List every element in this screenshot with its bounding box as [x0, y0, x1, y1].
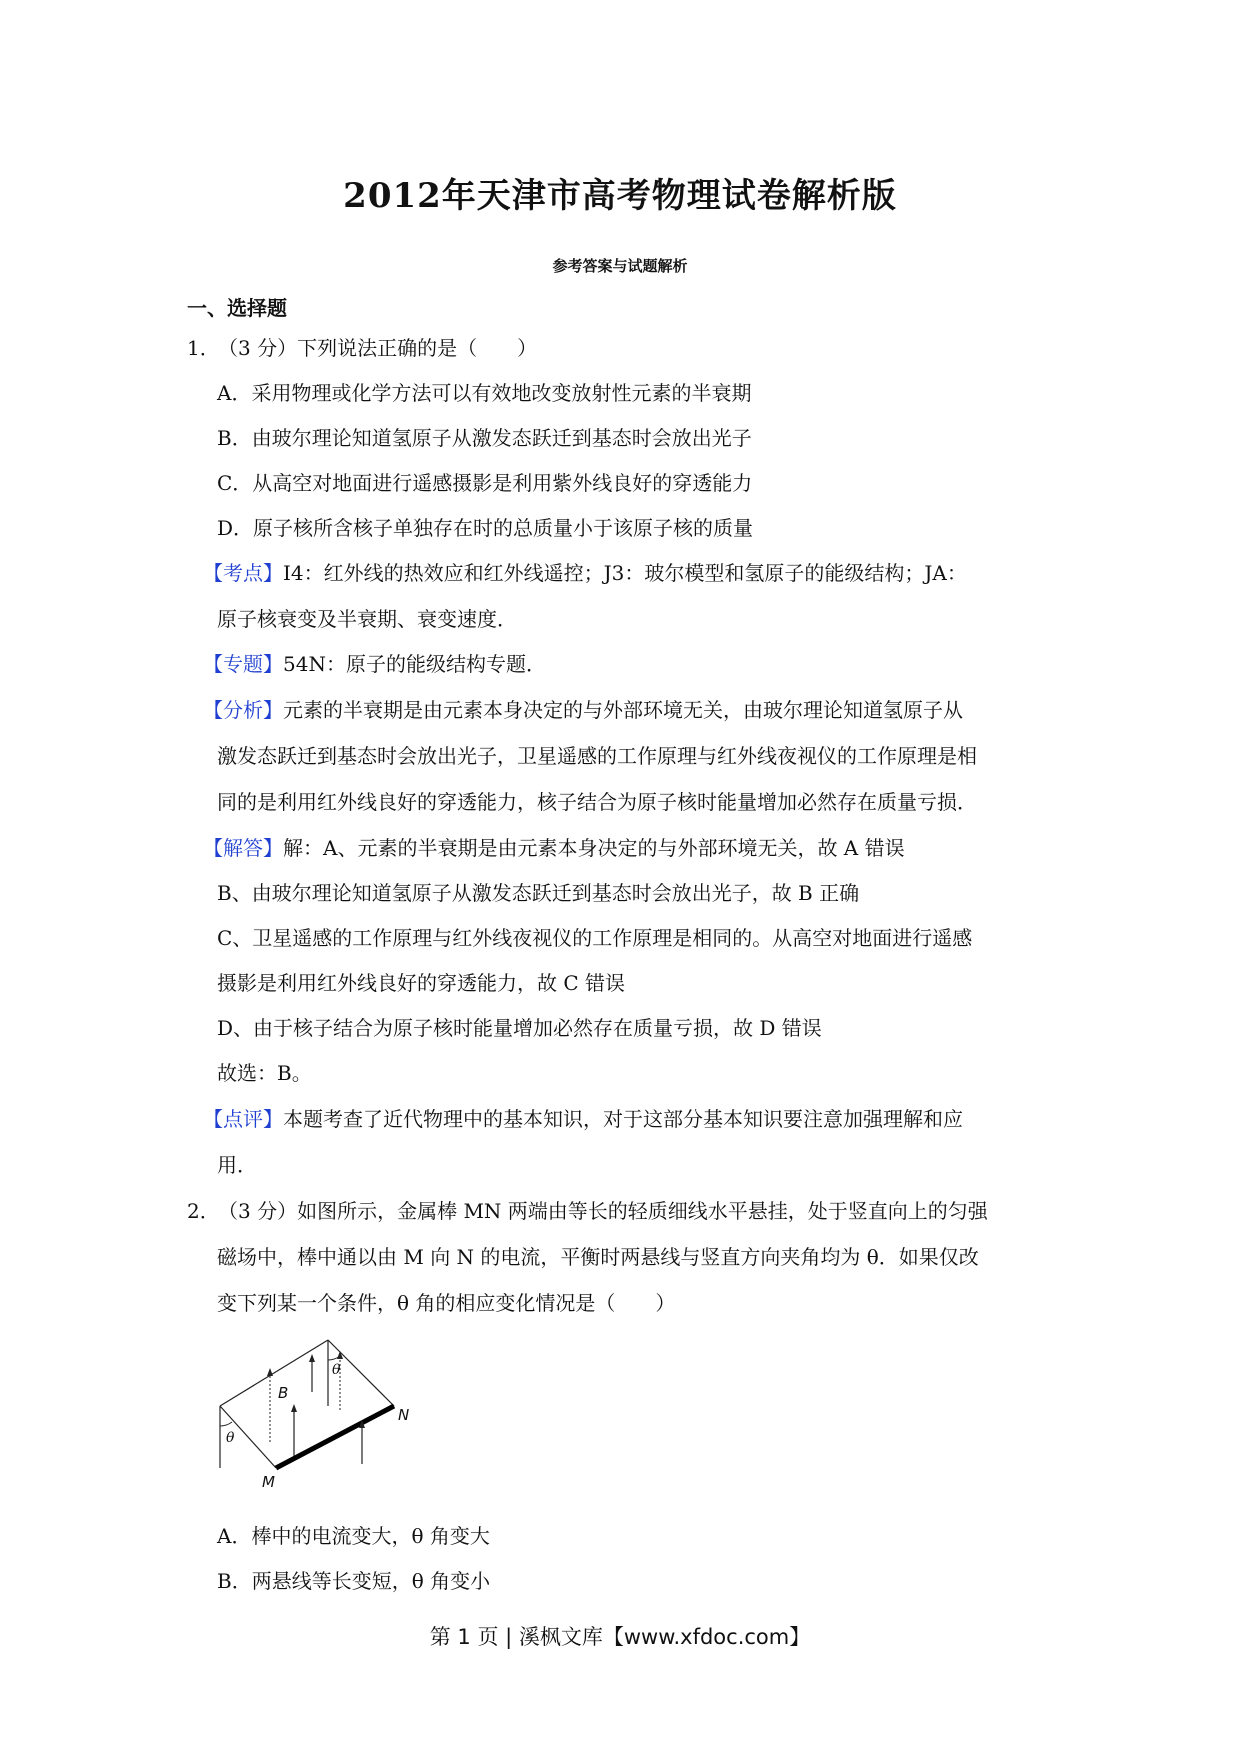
- zhuanti-tag: 【专题】: [203, 652, 283, 676]
- zhuanti-line: [203, 650, 546, 678]
- question-2-option-a: A．棒中的电流变大，θ 角变大: [217, 1524, 490, 1548]
- dianping-line-1: [203, 1105, 963, 1133]
- dianping-line-2: 用．: [217, 1153, 257, 1177]
- kaodian-tag: 【考点】: [203, 561, 283, 585]
- question-1-option-b: B．由玻尔理论知道氢原子从激发态跃迁到基态时会放出光子: [217, 426, 752, 450]
- magnetic-field-rod-figure: [212, 1338, 427, 1490]
- jieda-line-5: D、由于核子结合为原子核时能量增加必然存在质量亏损，故 D 错误: [217, 1016, 822, 1040]
- jieda-line-2: B、由玻尔理论知道氢原子从激发态跃迁到基态时会放出光子，故 B 正确: [217, 881, 860, 905]
- page-footer: 第 1 页 | 溪枫文库【www.xfdoc.com】: [429, 1625, 811, 1649]
- jieda-line-3: C、卫星遥感的工作原理与红外线夜视仪的工作原理是相同的。从高空对地面进行遥感: [217, 926, 973, 950]
- fenxi-text-1: 元素的半衰期是由元素本身决定的与外部环境无关，由玻尔理论知道氢原子从: [283, 698, 963, 722]
- fenxi-line-1: [203, 696, 963, 724]
- question-2-stem-3: 变下列某一个条件，θ 角的相应变化情况是（ ）: [217, 1291, 676, 1315]
- fenxi-tag: 【分析】: [203, 698, 283, 722]
- figure-label-m: M: [262, 1473, 275, 1490]
- question-1-option-a: A．采用物理或化学方法可以有效地改变放射性元素的半衰期: [217, 381, 752, 405]
- fenxi-line-3: 同的是利用红外线良好的穿透能力，核子结合为原子核时能量增加必然存在质量亏损．: [217, 790, 977, 814]
- question-2-stem-2: 磁场中，棒中通以由 M 向 N 的电流，平衡时两悬线与竖直方向夹角均为 θ．如果仅改: [217, 1245, 979, 1269]
- figure-label-theta-right: θ: [332, 1362, 341, 1378]
- question-1-number: 1．: [187, 336, 220, 360]
- kaodian-text: I4：红外线的热效应和红外线遥控；J3：玻尔模型和氢原子的能级结构；JA：: [283, 561, 967, 585]
- dianping-text-1: 本题考查了近代物理中的基本知识，对于这部分基本知识要注意加强理解和应: [283, 1107, 963, 1131]
- jieda-text-1: 解：A、元素的半衰期是由元素本身决定的与外部环境无关，故 A 错误: [283, 836, 905, 860]
- kaodian-line-1: [203, 559, 967, 587]
- jieda-line-6: 故选：B。: [217, 1061, 312, 1085]
- figure-label-theta-left: θ: [226, 1430, 235, 1446]
- figure-label-b: B: [278, 1384, 289, 1402]
- question-1-option-d: D．原子核所含核子单独存在时的总质量小于该原子核的质量: [217, 516, 754, 540]
- kaodian-line-2: 原子核衰变及半衰期、衰变速度．: [217, 607, 517, 631]
- dianping-tag: 【点评】: [203, 1107, 283, 1131]
- zhuanti-text: 54N：原子的能级结构专题．: [283, 652, 546, 676]
- jieda-line-4: 摄影是利用红外线良好的穿透能力，故 C 错误: [217, 971, 626, 995]
- question-1-stem: （3 分）下列说法正确的是（ ）: [218, 336, 538, 360]
- question-1-option-c: C．从高空对地面进行遥感摄影是利用紫外线良好的穿透能力: [217, 471, 753, 495]
- jieda-line-1: [203, 834, 905, 862]
- question-2-option-b: B．两悬线等长变短，θ 角变小: [217, 1569, 491, 1593]
- page-title: 2012年天津市高考物理试卷解析版: [343, 176, 897, 216]
- question-2-number: 2．: [187, 1199, 220, 1223]
- figure-label-n: N: [398, 1406, 410, 1424]
- page-subtitle: 参考答案与试题解析: [552, 257, 688, 275]
- section-heading: 一、选择题: [187, 296, 287, 320]
- fenxi-line-2: 激发态跃迁到基态时会放出光子，卫星遥感的工作原理与红外线夜视仪的工作原理是相: [217, 744, 977, 768]
- question-2-stem-1: （3 分）如图所示，金属棒 MN 两端由等长的轻质细线水平悬挂，处于竖直向上的匀强: [218, 1199, 988, 1223]
- jieda-tag: 【解答】: [203, 836, 283, 860]
